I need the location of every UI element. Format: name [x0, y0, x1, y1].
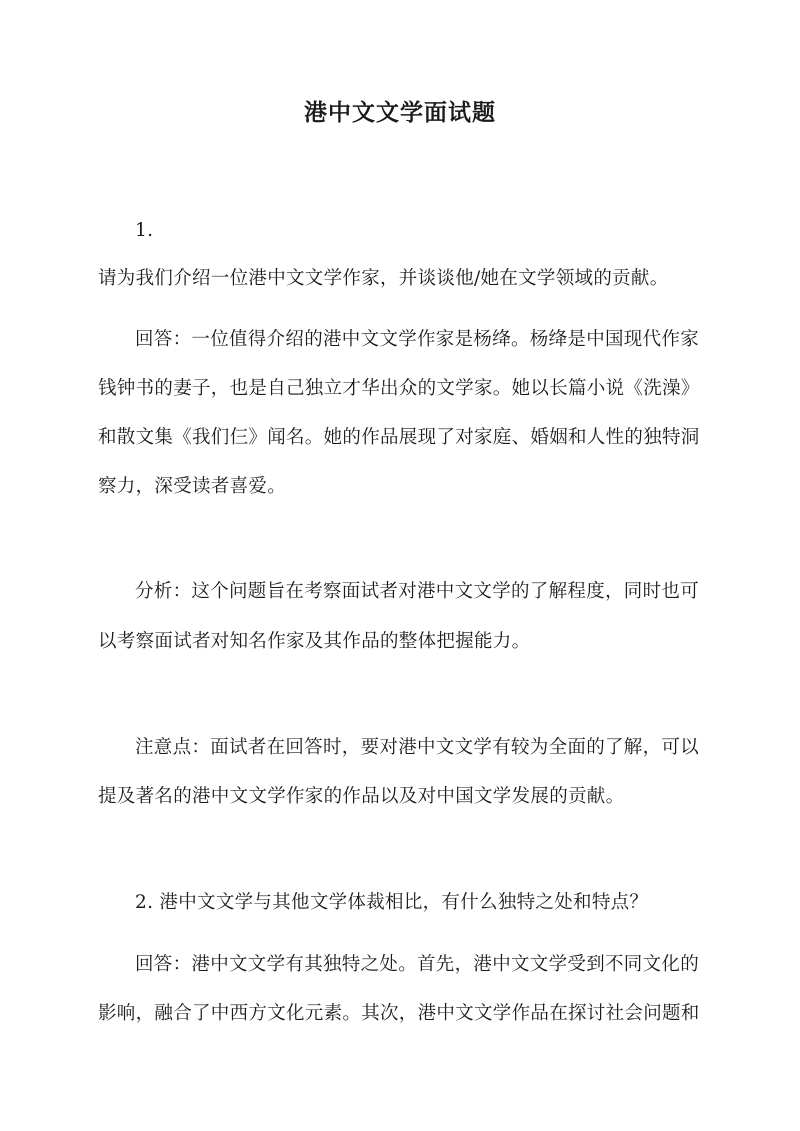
- answer-1-line-2: 钱钟书的妻子，也是自己独立才华出众的文学家。她以长篇小说《洗澡》: [98, 378, 700, 399]
- answer-1-line-4: 察力，深受读者喜爱。: [98, 476, 287, 497]
- question-number-1: 1.: [135, 220, 154, 241]
- analysis-1-line-2: 以考察面试者对知名作家及其作品的整体把握能力。: [98, 631, 531, 652]
- answer-1-line-3: 和散文集《我们仨》闻名。她的作品展现了对家庭、婚姻和人性的独特洞: [98, 427, 700, 448]
- answer-1-line-1: 回答：一位值得介绍的港中文文学作家是杨绛。杨绛是中国现代作家: [135, 329, 700, 350]
- answer-2-line-1: 回答：港中文文学有其独特之处。首先，港中文文学受到不同文化的: [135, 954, 700, 975]
- note-1-line-1: 注意点：面试者在回答时，要对港中文文学有较为全面的了解，可以: [135, 737, 700, 758]
- question-2-text: 2. 港中文文学与其他文学体裁相比，有什么独特之处和特点？: [135, 892, 649, 913]
- note-1-line-2: 提及著名的港中文文学作家的作品以及对中国文学发展的贡献。: [98, 786, 625, 807]
- answer-2-line-2: 影响，融合了中西方文化元素。其次，港中文文学作品在探讨社会问题和: [98, 1003, 700, 1024]
- question-1-text: 请为我们介绍一位港中文文学作家，并谈谈他/她在文学领域的贡献。: [98, 268, 669, 289]
- page-title: 港中文文学面试题: [304, 99, 496, 126]
- analysis-1-line-1: 分析：这个问题旨在考察面试者对港中文文学的了解程度，同时也可: [135, 581, 700, 602]
